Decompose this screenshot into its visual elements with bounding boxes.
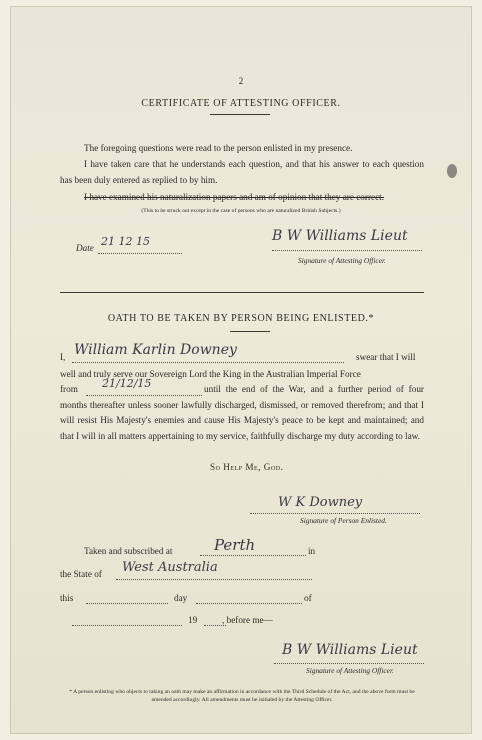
date-line — [98, 253, 182, 254]
so-help-me-god: So Help Me, God. — [210, 462, 284, 472]
officer-signature-line — [272, 250, 422, 251]
page-number: 2 — [238, 76, 244, 86]
taken-subscribed-label: Taken and subscribed at — [84, 546, 173, 556]
date-value: 21 12 15 — [101, 235, 150, 248]
state-value: West Australia — [122, 560, 218, 575]
officer-signature-2: B W Williams Lieut — [282, 642, 418, 658]
oath-text-3-content: until the end of the War, and a further period of four months thereafter unless sooner lawfully discharged, dismissed, or removed therefrom; and that I will resist His Majesty's enemies and cause His Majesty's peace to be kept and maintained; and that I will in all matters appertaining to my service, faithfully discharge my duty according to law. — [60, 384, 424, 441]
this-day-line — [86, 603, 168, 604]
enlisted-signature-caption: Signature of Person Enlisted. — [300, 516, 387, 525]
day-label: day — [174, 593, 188, 603]
this-label: this — [60, 593, 74, 603]
place-value: Perth — [214, 536, 256, 554]
struck-note: (This to be struck out except in the case of persons who are naturalized British Subjects.) — [141, 208, 341, 214]
date-label: Date — [76, 243, 94, 253]
oath-text-2: well and truly serve our Sovereign Lord the King in the Australian Imperial Force — [60, 369, 361, 379]
before-me-label: , before me— — [222, 615, 273, 625]
name-line — [72, 362, 344, 363]
oath-title-underline — [230, 331, 270, 332]
officer-signature-line-2 — [274, 663, 424, 664]
section-divider — [60, 292, 424, 293]
oath-title: OATH TO BE TAKEN BY PERSON BEING ENLISTED.* — [107, 313, 375, 324]
enlisted-name: William Karlin Downey — [74, 342, 237, 358]
oath-text-3 — [60, 382, 424, 444]
year-line — [204, 625, 226, 626]
punch-hole — [447, 164, 457, 178]
from-date: 21/12/15 — [102, 377, 152, 390]
state-line — [116, 579, 312, 580]
attesting-officer-caption: Signature of Attesting Officer. — [298, 256, 386, 265]
certificate-line-2-text: I have taken care that he understands each question, and that his answer to each question has been duly entered as replied to by him. — [60, 159, 424, 185]
of-label: of — [304, 593, 312, 603]
oath-text-1: swear that I will — [356, 352, 416, 362]
state-label: the State of — [60, 569, 102, 579]
certificate-line-1: The foregoing questions were read to the person enlisted in my presence. — [84, 143, 353, 153]
certificate-title: CERTIFICATE OF ATTESTING OFFICER. — [141, 98, 341, 109]
footnote: * A person enlisting who objects to taking an oath may make an affirmation in accordance with the Third Schedule of the Act, and the above form must be amended accordingly. All amendments must be initialed by the Attesting Officer. — [69, 689, 415, 703]
year-prefix-line — [72, 625, 182, 626]
struck-naturalization-line: I have examined his naturalization papers and am of opinion that they are correct. — [84, 192, 385, 202]
enlisted-signature: W K Downey — [278, 495, 363, 510]
year-label: 19 — [188, 615, 198, 625]
from-label: from — [60, 384, 78, 394]
certificate-line-2 — [60, 157, 424, 188]
enlisted-signature-line — [250, 513, 420, 514]
attesting-officer-signature: B W Williams Lieut — [272, 228, 408, 244]
month-line — [196, 603, 302, 604]
title-underline — [210, 114, 270, 115]
in-label: in — [308, 546, 316, 556]
officer-caption-2: Signature of Attesting Officer. — [306, 666, 394, 675]
oath-i-label: I, — [60, 352, 66, 362]
document-page — [10, 6, 472, 734]
place-line — [200, 555, 306, 556]
